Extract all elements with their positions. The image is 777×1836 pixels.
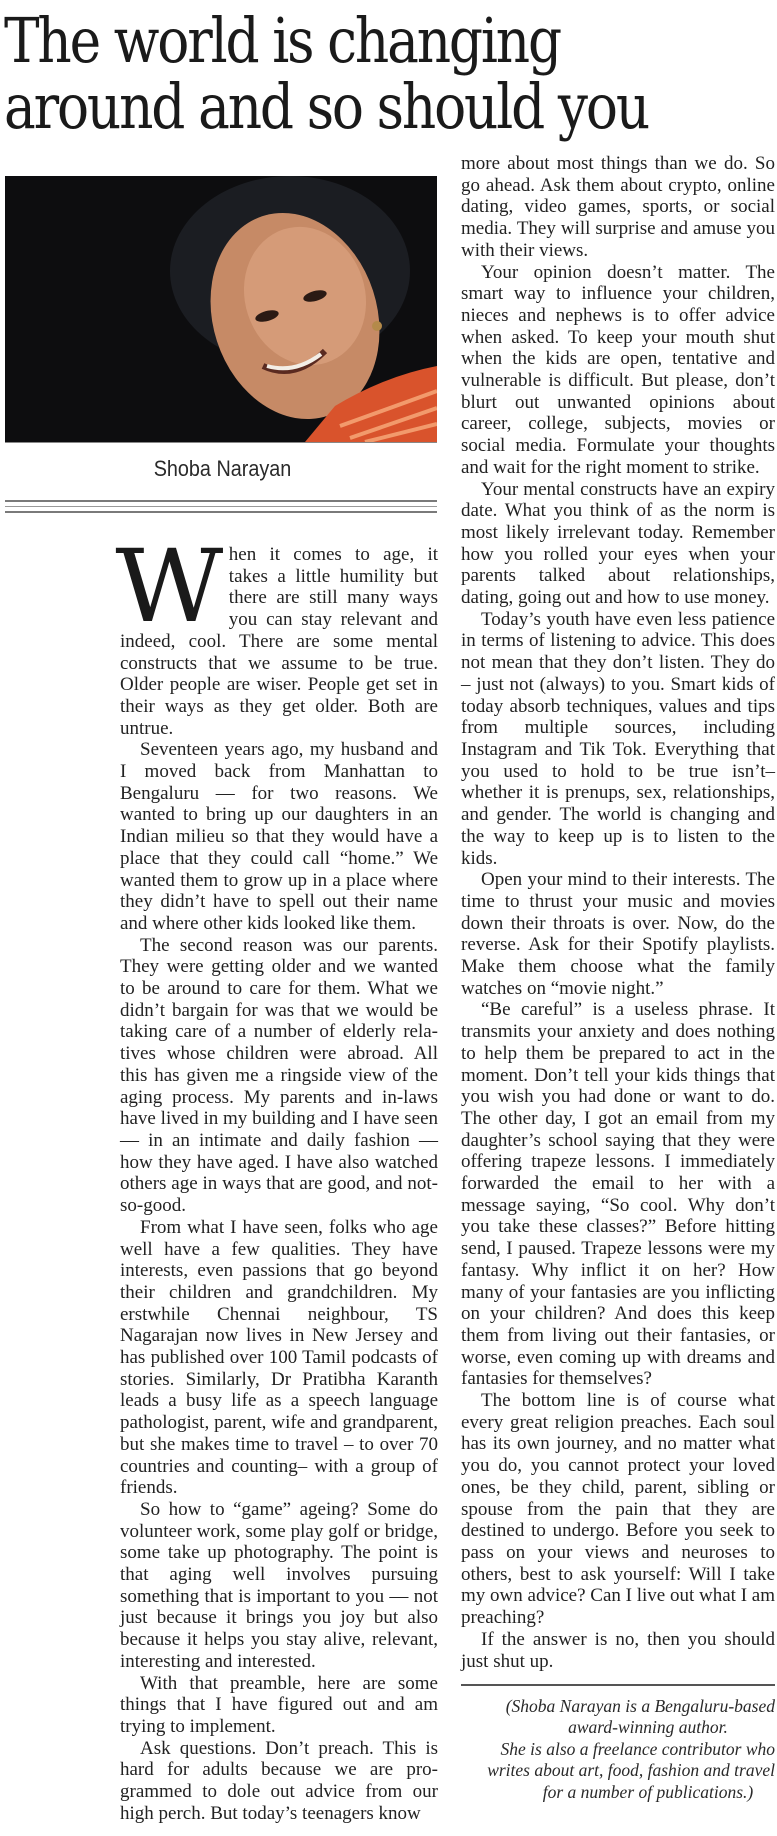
paragraph: With that preamble, here are some things that I have figured out and am trying to implement.	[120, 1672, 438, 1737]
paragraph: So how to “game” ageing? Some do volunteer work, some play golf or bridge, some take up photography. The point is that aging well involves pursuing something that is important to you — not just because it brings you joy but also because it helps you stay alive, relevant, interesting and interested.	[120, 1498, 438, 1672]
headline-line-2: around and so should you	[4, 70, 649, 143]
byline-rule	[5, 500, 437, 517]
paragraph: Your mental constructs have an expiry date. What you think of as the norm is most likely irrelevant today. Remember how you rolled your eyes when your parents talked about relationships, dating, going out and how to use money.	[461, 478, 775, 609]
headline	[4, 4, 666, 143]
bio-line: award-winning author.	[568, 1717, 728, 1738]
paragraph: If the answer is no, then you should just shut up.	[461, 1628, 775, 1672]
paragraph: Open your mind to their interests. The time to thrust your music and movies down their throats is over. Now, do the reverse. Ask for their Spotify playlists. Make them choose what the family watches on “movie night.”	[461, 869, 775, 999]
article-column-left	[115, 528, 438, 1824]
bio-line: She is also a freelance contributor who	[500, 1738, 775, 1759]
portrait-image	[5, 176, 437, 442]
paragraph: “Be careful” is a useless phrase. It transmits your anxiety and does nothing to help them be prepared to act in the moment. Don’t tell your kids things that you wish you had done or want to do. The other day, I got an email from my daughter’s school saying that they were offering trapeze lessons. I immediately forwarded the email to her with a message saying, “So cool. Why don’t you take these classes?” Before hitting send, I paused. Trapeze lessons were my fantasy. Why inflict it on her? How many of your fantasies are you inflicting on your children? And does this keep them from living out their fantasies, or worse, even coming up with dreams and fantasies for themselves?	[461, 999, 775, 1390]
article-column-right	[461, 153, 775, 1803]
paragraph: Ask questions. Don’t preach. This is hard for adults because we are programmed to dole out advice from our high perch. But today’s teenagers know	[120, 1737, 438, 1824]
paragraph: Seventeen years ago, my husband and I moved back from Manhattan to Bengaluru — for two reasons. We wanted to bring up our daughters in an Indian milieu so that they would have a place that they could call “home.” We wanted them to grow up in a place where they didn’t have to spell out their name and where other kids looked like them.	[120, 739, 438, 934]
author-byline: Shoba Narayan	[153, 456, 292, 481]
drop-cap: W	[115, 528, 224, 645]
paragraph: When it comes to age, it takes a little humility but there are still many ways you can stay relevant and indeed, cool. There are some mental constructs that we assume to be true. Older people are wiser. People get set in their ways as they get older. Both are untrue.	[115, 528, 438, 739]
author-bio	[461, 1696, 775, 1804]
bio-divider	[461, 1684, 775, 1686]
paragraph: The bottom line is of course what every great religion preaches. Each soul has its own journey, and no matter what you do, you cannot protect your loved ones, be they child, parent, sibling or spouse from the pain that they are destined to undergo. Before you seek to pass on your views and neuroses to others, best to ask yourself: Will I take my own advice? Can I live out what I am preaching?	[461, 1390, 775, 1629]
paragraph: more about most things than we do. So go ahead. Ask them about crypto, online dating, video games, sports, or social media. They will surprise and amuse you with their views.	[461, 153, 775, 261]
bio-line: writes about art, food, fashion and travel	[487, 1760, 775, 1781]
author-photo	[5, 176, 437, 443]
paragraph: Today’s youth have even less patience in terms of listening to advice. This does not mean that they don’t listen. They do – just not (always) to you. Smart kids of today absorb techniques, values and tips from multiple sources, including Instagram and Tik Tok. Everything that you used to hold to be true isn’t– whether it is prenups, sex, relationships, and gender. The world is changing and the way to keep up is to listen to the kids.	[461, 608, 775, 869]
bio-line: (Shoba Narayan is a Bengaluru-based	[505, 1695, 775, 1716]
bio-line: for a number of publications.)	[542, 1781, 754, 1802]
paragraph: The second reason was our parents. They were getting older and we wanted to be around to care for them. What we didn’t bargain for was that we would be taking care of a number of elderly relatives whose children were abroad. All this has given me a ringside view of the aging process. My parents and in-laws have lived in my building and I have seen — in an intimate and daily fashion — how they have aged. I have also watched others age in ways that are good, and not-so-good.	[120, 934, 438, 1217]
paragraph: From what I have seen, folks who age well have a few qualities. They have interests, even passions that go beyond their children and grandchildren. My erstwhile Chennai neighbour, TS Nagarajan now lives in New Jersey and has published over 100 Tamil podcasts of stories. Similarly, Dr Pratibha Karanth leads a busy life as a speech language pathologist, parent, wife and grandparent, but she makes time to travel – to over 70 countries and counting– with a group of friends.	[120, 1216, 438, 1499]
paragraph: Your opinion doesn’t matter. The smart way to influence your children, nieces and nephews is to offer advice when asked. To keep your mouth shut when the kids are open, tentative and vulnerable is difficult. But please, don’t blurt out unwanted opinions about career, college, subjects, movies or social media. Formulate your thoughts and wait for the right moment to strike.	[461, 261, 775, 478]
headline-line-1: The world is changing	[4, 4, 560, 77]
